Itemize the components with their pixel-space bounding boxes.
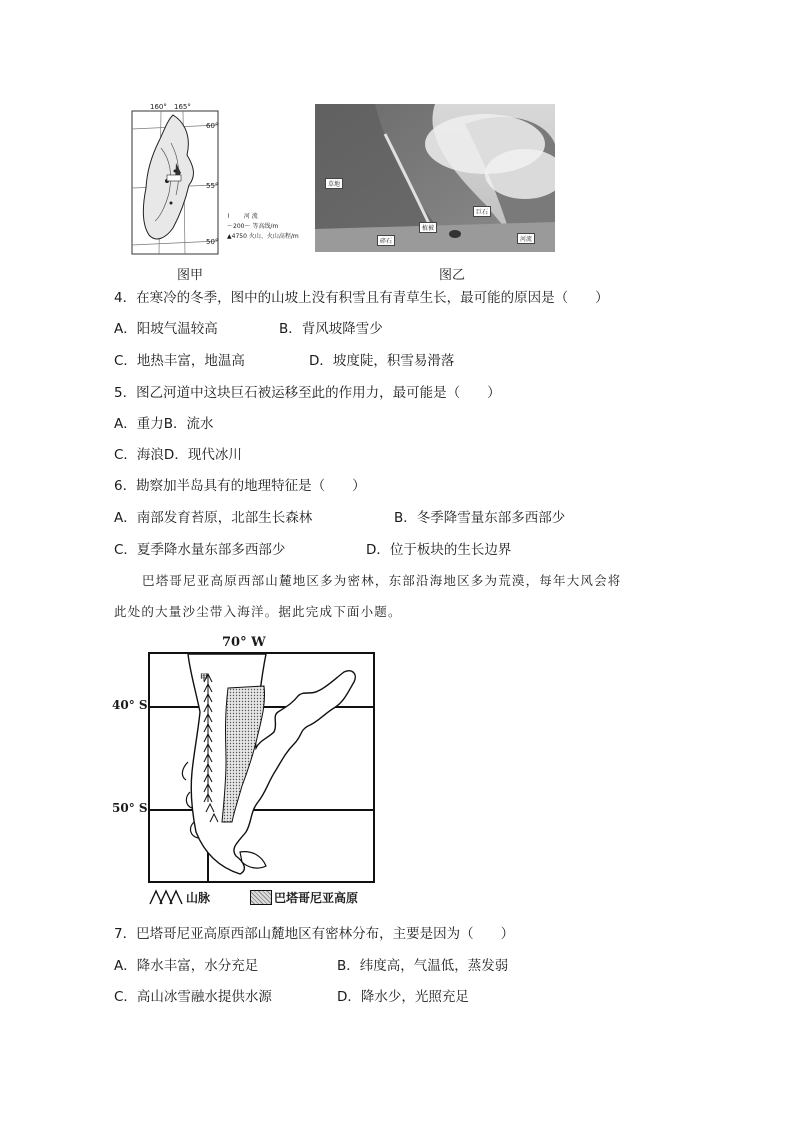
lat-label-50: 50° <box>206 238 219 246</box>
question-4-stem: 4．在寒冷的冬季，图中的山坡上没有积雪且有青草生长，最可能的原因是（ ） <box>114 290 609 306</box>
lat-label-50s: 50° S <box>112 801 148 815</box>
photo-label-rock: 巨石 <box>473 206 491 217</box>
question-5-options-ab[interactable]: A．重力B．流水 <box>114 416 214 432</box>
question-6-option-b[interactable]: B．冬季降雪量东部多西部少 <box>394 510 566 526</box>
question-4-option-a[interactable]: A．阳坡气温较高 <box>114 321 218 337</box>
legend-contour: 等高线/m <box>252 223 279 230</box>
legend-river: 河 流 <box>243 213 258 220</box>
river-symbol-icon: ⌇ <box>227 213 232 220</box>
figure-b-photo <box>315 104 555 252</box>
question-4-option-c[interactable]: C．地热丰富，地温高 <box>114 353 245 369</box>
lon-label-165: 165° <box>174 103 191 111</box>
passage-line-1: 巴塔哥尼亚高原西部山麓地区多为密林，东部沿海地区多为荒漠，每年大风会将 <box>142 573 622 588</box>
photo-label-grass: 草地 <box>325 178 343 189</box>
legend-contour-row: ～200～ 等高线/m <box>227 223 279 230</box>
lat-label-60: 60° <box>206 122 219 130</box>
question-6-option-c[interactable]: C．夏季降水量东部多西部少 <box>114 542 286 558</box>
question-5-stem: 5．图乙河道中这块巨石被运移至此的作用力，最可能是（ ） <box>114 385 501 401</box>
question-4-option-d[interactable]: D．坡度陡，积雪易滑落 <box>309 353 455 369</box>
figure-b-caption: 图乙 <box>439 268 466 283</box>
question-7-option-c[interactable]: C．高山冰雪融水提供水源 <box>114 989 272 1005</box>
lon-label-160: 160° <box>150 103 167 111</box>
question-7-option-b[interactable]: B．纬度高，气温低，蒸发弱 <box>337 958 509 974</box>
legend-river-row <box>227 212 317 222</box>
legend-volcano: 火山、火山高程/m <box>248 233 299 240</box>
lat-label-40s: 40° S <box>112 698 148 712</box>
lat-label-55: 55° <box>206 182 219 190</box>
question-6-stem: 6．勘察加半岛具有的地理特征是（ ） <box>114 478 366 494</box>
question-4-option-b[interactable]: B．背风坡降雪少 <box>279 321 383 337</box>
patagonia-map-graphic <box>148 652 376 884</box>
question-7-stem: 7．巴塔哥尼亚高原西部山麓地区有密林分布，主要是因为（ ） <box>114 926 515 942</box>
label-jia: 甲 <box>200 673 208 682</box>
legend-contour-value: 200 <box>233 223 245 230</box>
question-7-option-a[interactable]: A．降水丰富，水分充足 <box>114 958 259 974</box>
photo-label-small-rock: 碎石 <box>377 235 395 246</box>
map-legend <box>148 889 393 907</box>
question-5-options-cd[interactable]: C．海浪D．现代冰川 <box>114 447 242 463</box>
legend-mountain-label: 山脉 <box>186 891 211 905</box>
question-7-option-d[interactable]: D．降水少，光照充足 <box>337 989 469 1005</box>
photo-label-shrub: 植被 <box>419 222 437 233</box>
photo-label-river: 河流 <box>517 233 535 244</box>
question-6-option-d[interactable]: D．位于板块的生长边界 <box>366 542 512 558</box>
lon-label-70w: 70° W <box>222 635 266 650</box>
legend-volcano-value: 4750 <box>231 233 247 240</box>
legend-volcano-row <box>227 232 317 242</box>
volcano-icon: ▲ <box>227 233 232 240</box>
mountain-legend-icon <box>148 889 184 905</box>
question-6-option-a[interactable]: A．南部发育苔原，北部生长森林 <box>114 510 313 526</box>
legend-plateau-label: 巴塔哥尼亚高原 <box>274 891 359 905</box>
figure-a-legend <box>227 212 317 252</box>
plateau-legend-swatch <box>250 890 272 905</box>
patagonia-map <box>108 634 393 909</box>
figure-a-caption: 图甲 <box>177 268 204 283</box>
passage-line-2: 此处的大量沙尘带入海洋。据此完成下面小题。 <box>114 604 402 619</box>
